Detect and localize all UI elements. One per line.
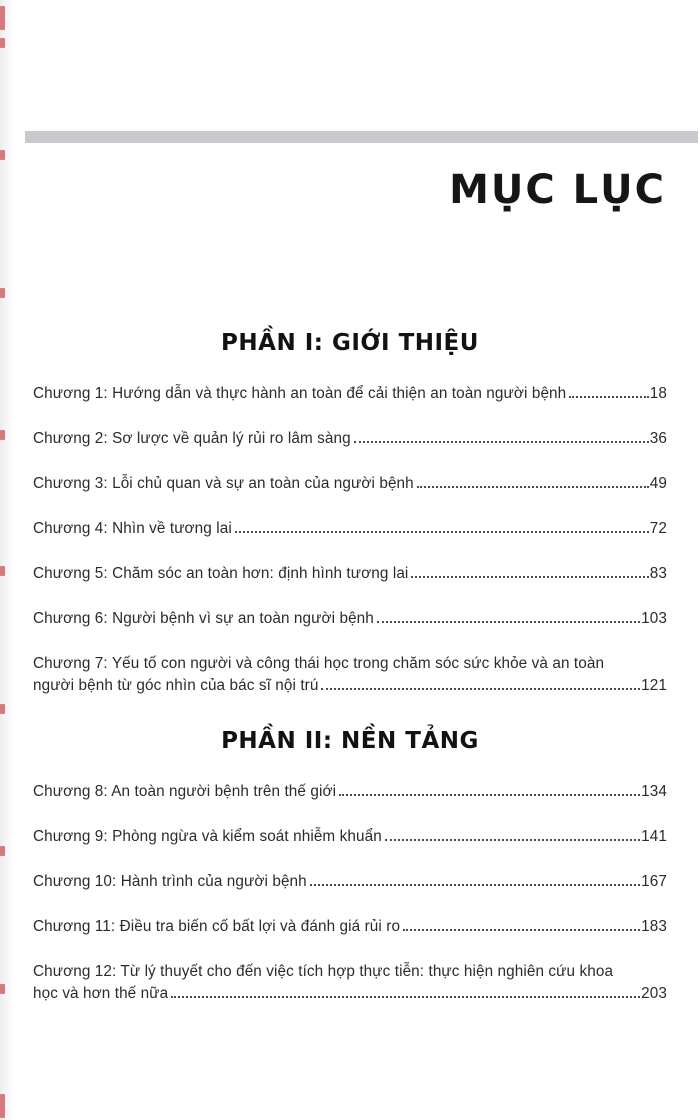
toc-entry bbox=[33, 383, 667, 405]
dot-leader bbox=[354, 441, 649, 443]
toc-entry bbox=[33, 653, 667, 697]
page-edge-mark bbox=[0, 150, 5, 160]
toc-entry-title-line2: người bệnh từ góc nhìn của bác sĩ nội trú bbox=[33, 677, 319, 694]
toc-entry bbox=[33, 916, 667, 938]
dot-leader bbox=[411, 576, 648, 578]
toc-entry-page-number: 141 bbox=[641, 828, 667, 845]
dot-leader bbox=[385, 839, 640, 841]
toc-entry-page-number: 83 bbox=[649, 565, 667, 582]
toc-entry bbox=[33, 608, 667, 630]
toc-entry bbox=[33, 826, 667, 848]
toc-entry-title: Chương 6: Người bệnh vì sự an toàn người bệnh bbox=[33, 610, 374, 627]
dot-leader bbox=[417, 486, 649, 488]
toc-entry bbox=[33, 473, 667, 495]
toc-entry bbox=[33, 961, 667, 1005]
dot-leader bbox=[377, 621, 640, 623]
page-edge-mark bbox=[0, 984, 5, 994]
dot-leader bbox=[171, 996, 640, 998]
toc-entry-page-number: 183 bbox=[641, 918, 667, 935]
dot-leader bbox=[321, 688, 640, 690]
dot-leader bbox=[339, 794, 640, 796]
toc-entry-title-line1: Chương 7: Yếu tố con người và công thái học trong chăm sóc sức khỏe và an toàn bbox=[33, 655, 605, 672]
toc-entry-page-number: 167 bbox=[641, 873, 667, 890]
dot-leader bbox=[235, 531, 649, 533]
toc-section bbox=[33, 728, 667, 1005]
toc-entry-title: Chương 4: Nhìn về tương lai bbox=[33, 520, 232, 537]
toc-entry bbox=[33, 563, 667, 585]
toc-entry-title: Chương 2: Sơ lược về quản lý rủi ro lâm sàng bbox=[33, 430, 351, 447]
toc-entry-title-line2: học và hơn thế nữa bbox=[33, 985, 169, 1002]
toc-entry-title: Chương 1: Hướng dẫn và thực hành an toàn để cải thiện an toàn người bệnh bbox=[33, 385, 567, 402]
section-heading: PHẦN I: GIỚI THIỆU bbox=[221, 330, 479, 356]
toc-entry-page-number: 134 bbox=[641, 783, 667, 800]
page-edge-mark bbox=[0, 38, 5, 48]
section-heading: PHẦN II: NỀN TẢNG bbox=[221, 728, 479, 754]
page-edge-mark bbox=[0, 704, 5, 714]
page-edge-mark bbox=[0, 430, 5, 440]
toc-entry-page-number: 203 bbox=[641, 985, 667, 1002]
toc-entry bbox=[33, 428, 667, 450]
toc-entry-page-number: 103 bbox=[641, 610, 667, 627]
dot-leader bbox=[310, 884, 640, 886]
toc-entry bbox=[33, 518, 667, 540]
page-edge-mark bbox=[0, 1094, 5, 1118]
page-edge-mark bbox=[0, 846, 5, 856]
toc-entry-page-number: 72 bbox=[649, 520, 667, 537]
page-edge-shadow bbox=[0, 0, 16, 1120]
page-edge-mark bbox=[0, 288, 5, 298]
toc-entry bbox=[33, 781, 667, 803]
toc-entry-title: Chương 3: Lỗi chủ quan và sự an toàn của người bệnh bbox=[33, 475, 414, 492]
toc-entry-title-line1: Chương 12: Từ lý thuyết cho đến việc tích hợp thực tiễn: thực hiện nghiên cứu khoa bbox=[33, 963, 614, 980]
table-of-contents bbox=[33, 330, 667, 1028]
page-title: MỤC LỤC bbox=[449, 167, 666, 213]
toc-section bbox=[33, 330, 667, 697]
toc-entry-title: Chương 8: An toàn người bệnh trên thế giới bbox=[33, 783, 337, 800]
toc-entry-title: Chương 10: Hành trình của người bệnh bbox=[33, 873, 307, 890]
page-edge-mark bbox=[0, 566, 5, 576]
toc-entry-title: Chương 11: Điều tra biến cố bất lợi và đánh giá rủi ro bbox=[33, 918, 401, 935]
top-accent-bar bbox=[25, 131, 698, 143]
page-edge-mark bbox=[0, 6, 5, 30]
dot-leader bbox=[569, 396, 649, 398]
toc-entry-page-number: 18 bbox=[649, 385, 667, 402]
toc-entry-page-number: 121 bbox=[641, 677, 667, 694]
toc-entry bbox=[33, 871, 667, 893]
toc-entry-page-number: 49 bbox=[649, 475, 667, 492]
toc-entry-title: Chương 5: Chăm sóc an toàn hơn: định hình tương lai bbox=[33, 565, 409, 582]
toc-entry-title: Chương 9: Phòng ngừa và kiểm soát nhiễm khuẩn bbox=[33, 828, 382, 845]
dot-leader bbox=[403, 929, 640, 931]
toc-entry-page-number: 36 bbox=[649, 430, 667, 447]
